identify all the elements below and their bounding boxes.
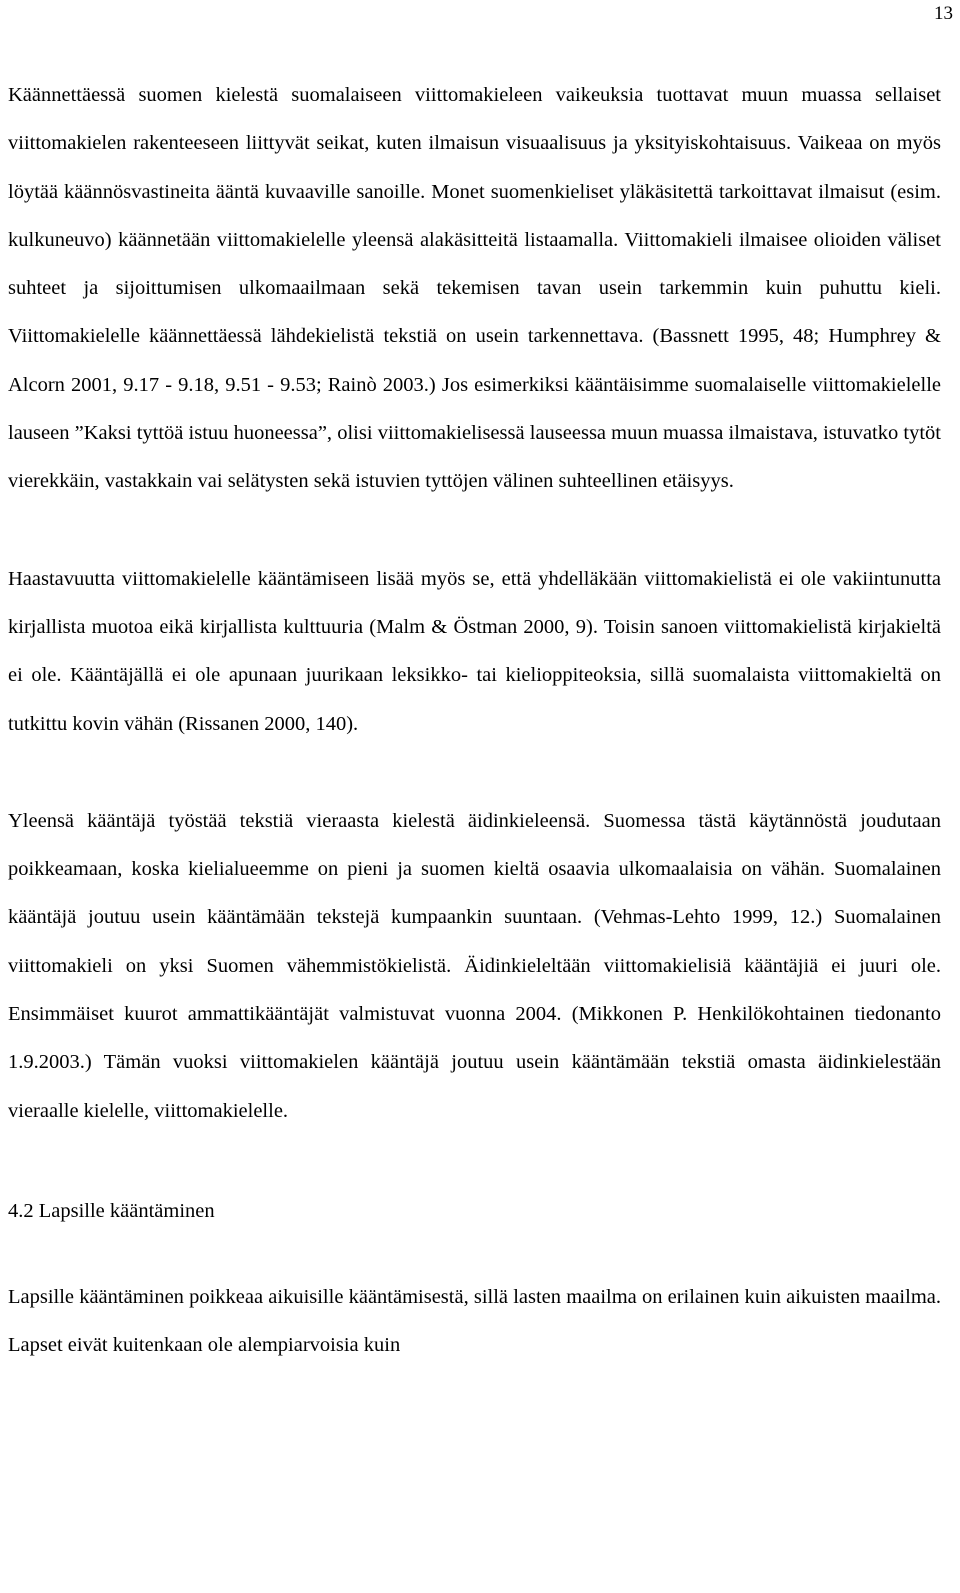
paragraph-translation-difficulties: Käännettäessä suomen kielestä suomalaiseen viittomakieleen vaikeuksia tuottavat muun muassa sellaiset viittomakielen rakenteeseen liittyvät seikat, kuten ilmaisun visuaalisuus ja yksityiskohtaisuus. Vaikeaa on myös löytää käännösvastineita ääntä kuvaaville sanoille. Monet suomenkieliset yläkäsitettä tarkoittavat ilmaisut (esim. kulkuneuvo) käännetään viittomakielelle yleensä alakäsitteitä listaamalla. Viittomakieli ilmaisee olioiden väliset suhteet ja sijoittumisen ulkomaailmaan sekä tekemisen tavan usein tarkemmin kuin puhuttu kieli. Viittomakielelle käännettäessä lähdekielistä tekstiä on usein tarkennettava. (Bassnett 1995, 48; Humphrey & Alcorn 2001, 9.17 - 9.18, 9.51 - 9.53; Rainò 2003.) Jos esimerkiksi kääntäisimme suomalaiselle viittomakielelle lauseen ”Kaksi tyttöä istuu huoneessa”, olisi viittomakielisessä lauseessa muun muassa ilmaistava, istuvatko tytöt vierekkäin, vastakkain vai selätysten sekä istuvien tyttöjen välinen suhteellinen etäisyys.	[8, 84, 941, 493]
paragraph-translating-for-children: Lapsille kääntäminen poikkeaa aikuisille kääntämisestä, sillä lasten maailma on erilainen kuin aikuisten maailma. Lapset eivät kuitenkaan ole alempiarvoisia kuin	[8, 1285, 941, 1357]
paragraph-written-form: Haastavuutta viittomakielelle kääntämiseen lisää myös se, että yhdelläkään viittomakielistä ei ole vakiintunutta kirjallista muotoa eikä kirjallista kulttuuria (Malm & Östman 2000, 9). Toisin sanoen viittomakielistä kirjakieltä ei ole. Kääntäjällä ei ole apunaan juurikaan leksikko- tai kielioppiteoksia, sillä suomalaista viittomakieltä on tutkittu kovin vähän (Rissanen 2000, 140).	[8, 567, 941, 735]
paragraph-translation-direction: Yleensä kääntäjä työstää tekstiä vieraasta kielestä äidinkieleensä. Suomessa tästä käytännöstä joudutaan poikkeamaan, koska kielialueemme on pieni ja suomen kieltä osaavia ulkomaalaisia on vähän. Suomalainen kääntäjä joutuu usein kääntämään tekstejä kumpaankin suuntaan. (Vehmas-Lehto 1999, 12.) Suomalainen viittomakieli on yksi Suomen vähemmistökielistä. Äidinkieleltään viittomakielisiä kääntäjiä ei juuri ole. Ensimmäiset kuurot ammattikääntäjät valmistuvat vuonna 2004. (Mikkonen P. Henkilökohtainen tiedonanto 1.9.2003.) Tämän vuoksi viittomakielen kääntäjä joutuu usein kääntämään tekstiä omasta äidinkielestään vieraalle kielelle, viittomakielelle.	[8, 809, 941, 1122]
document-body	[8, 71, 941, 1370]
page-number: 13	[934, 3, 953, 24]
section-heading: 4.2 Lapsille kääntäminen	[8, 1199, 215, 1222]
